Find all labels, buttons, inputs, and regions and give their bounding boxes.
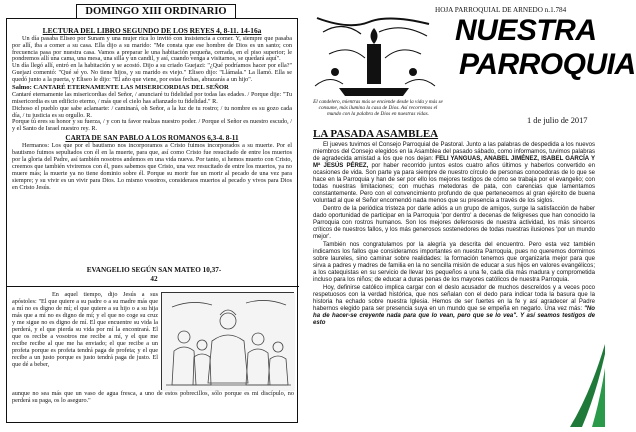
reading1-paragraph: Un día llegó allí, entró en la habitación y se acostó. Dijo a su criado Guejazi: "¿Qué podríamos hacer por ella?" Guejazi comentó: "Qué sé yo. No tiene hijos, y su marido es viejo." Eliseo dijo: "Llámala." La llamó. Ella se quedó junto a la puerta, y Eliseo le dijo: "El año que viene, por estas fechas, abrazarás a un hijo". [12, 62, 292, 84]
sunday-title: DOMINGO XIII ORDINARIO [76, 4, 236, 18]
salmo-stanza: Dichoso el pueblo que sabe aclamarte: / caminará, oh Señor, a la luz de tu rostro; / tu nombre es su gozo cada día, / tu justicia es su orgullo. R. [12, 104, 292, 119]
issue-date: 1 de julio de 2017 [527, 116, 588, 125]
salmo-stanza: Cantaré eternamente las misericordias del Señor, / anunciaré tu fidelidad por todas las edades. / Porque dije: "Tu misericordia es un edificio eterno, / más que el cielo has afianzado tu fidelidad." R. [12, 90, 292, 105]
gospel-text: En aquel tiempo, dijo Jesús a sus apóstoles: "El que quiere a su padre o a su madre más que a mí no es digno de mí; el que quiere a su hijo o a su hija más que a mí no es digno de mí; y el que no coge su cruz y me sigue no es digno de mí. El que encuentre su vida la perderá, y el que pierda su vida por mí la encontrará. El que os recibe a vosotros me recibe a mí, y el que me recibe recibe al que me ha enviado; el que recibe a un profeta porque es profeta tendrá paga de profeta; y el que recibe a un justo porque es justo tendrá paga de justo. El que dé a beber, [12, 291, 158, 368]
article-paragraph: El jueves tuvimos el Consejo Parroquial de Pastoral. Junto a las palabras de despedida a los nuevos miembros del Consejo elegidos en la Asamblea del pasado sábado, como informamos, tuvimos palabras de agradecida amistad a los que nos dejan: FELI YANGUAS, ANABEL JIMÉNEZ, ISABEL GARCÍA Y Mª JESÚS PÉREZ, por haber recorrido juntos estos cuatro años últimos y haberlos convertido en ocasiones de vida. Son parte ya para siempre de nuestro círculo de personas conocedoras de lo que se hace en la Parroquia y han de ser por ello los mejores testigos de cómo se trabaja por el evangelio; con todas nuestras limitaciones; con muchas metedoras de pata, con carencias que lamentamos constantemente. Pero con el convencimiento profundo de que pertenecemos al gran ejército de buena voluntad al que el Señor encomendó nada menos que su presencia a través de los siglos. [313, 142, 595, 205]
liturgy-column [6, 4, 298, 423]
masthead-line1: NUESTRA [455, 14, 597, 47]
salmo-stanza: Porque tú eres su honor y su fuerza, / y con tu favor realzas nuestro poder. / Porque el Señor es nuestro escudo, / y el Santo de Israel nuestro rey. R. [12, 118, 292, 133]
issue-line: HOJA PARROQUIAL DE ARNEDO n.1.784 [435, 6, 567, 14]
reading1-title: LECTURA DEL LIBRO SEGUNDO DE LOS REYES 4, 8-11. 14-16a [42, 26, 262, 35]
article-paragraph: También nos congratulamos por la alegría ya descrita del encuentro. Pero esta vez también indicamos los fallos que consideramos importantes en nuestra Parroquia, pues no queremos dormirnos sobre laureles, sino caminar sobre realidades: la formación tenemos que organizarla mejor para que sirva a padres y madres de familia en la no sencilla misión de educar a sus hijos en valores evangélicos; a los catequistas en su servicio de llevar los pequeños a una fe, cada día más madura y comprometida incluso para los niños; de educar a duras penas de los mayores católicos de nuestra Parroquia. [313, 241, 595, 284]
reading2-title: CARTA DE SAN PABLO A LOS ROMANOS 6,3-4. 8-11 [65, 134, 239, 143]
logo-caption: El candelero, mientras más se enciende desde la vida y más se consume, más ilumina la casa de Dios. Así recorremos el mundo con la palabra de Dios en nuestras vidas. [313, 99, 443, 117]
reading2-text: Hermanos: Los que por el bautismo nos incorporamos a Cristo fuimos incorporados a su muerte. Por el bautismo fuimos sepultados con él en la muerte, para que, así como Cristo fue resucitado de entre los muertos por la gloria del Padre, así también nosotros andemos en una vida nueva. Por tanto, si hemos muerto con Cristo, creemos que también viviremos con él, pues sabemos que Cristo, una vez resucitado de entre los muertos, ya no muere más; la muerte ya no tiene dominio sobre él. Porque su morir fue un morir al pecado de una vez para siempre; y su vivir es un vivir para Dios. Lo mismo vosotros, consideraos muertos al pecado y vivos para Dios en Cristo Jesús. [12, 141, 292, 191]
masthead-line2: PARROQUIA [459, 48, 636, 81]
salmo-title: Salmo: CANTARÉ ETERNAMENTE LAS MISERICORDIAS DEL SEÑOR [12, 84, 229, 92]
article-paragraph: Dentro de la periódica tristeza por darle adiós a un grupo de amigos, surge la satisfacción de haber dado oportunidad de participar en la Parroquia 'por dentro' a decenas de feligreses que han conocido la Parroquia con rostros humanos. Son los mejores defensores de nuestra actividad, los más sinceros críticos de nuestros fallos, y los más generosos sostenedores de todas nuestras ilusiones 'por un mundo mejor'. [313, 206, 595, 241]
gospel-text-end: aunque no sea más que un vaso de agua fresca, a uno de estos pobrecillos, sólo porque es mi discípulo, no perderá su paga, os lo aseguro." [12, 390, 294, 404]
article-body [313, 142, 595, 328]
article-paragraph: Hoy, definirse católico implica cargar con el deslo acusador de muchos descreídos y a veces poco respetuosos con la verdad histórica, que nos señalan con el dedo para indicar toda la basura que la historia ha echado sobre nuestra Iglesia. Hemos de ser fuertes en la fe y así agradecer al Padre habernos elegido para ser presencia suya en un mundo que se empeña en negarlo. Una vez más: "No ha de hacer-se creyente nada para que lo vean, pero que se lo vea". Y así seamos testigos de esto [313, 284, 595, 326]
liturgy-box [6, 18, 298, 423]
gospel-box [7, 286, 299, 424]
reading1-paragraph: Un día pasaba Eliseo por Sunam y una mujer rica lo invitó con insistencia a comer. Y, siempre que pasaba por allí, iba a comer a su casa. Ella dijo a su marido: "Me consta que ese hombre de Dios es un santo; con frecuencia pasa por nuestra casa. Vamos a preparar le una habitación pequeña, cerrada, en el piso superior; le pondremos allí una cama, una mesa, una silla y un candil, y así, cuando venga a visitarnos, se quedará aquí". [12, 34, 292, 63]
jesus-illustration [161, 292, 294, 390]
gospel-title: EVANGELIO SEGÚN SAN MATEO 10,37-42 [84, 266, 224, 275]
parish-column [305, 4, 636, 423]
flag-decoration-icon [570, 344, 605, 427]
candle-logo-icon [309, 14, 441, 100]
crowd-drawing-icon [162, 293, 295, 391]
article-title: LA PASADA ASAMBLEA [313, 128, 439, 140]
